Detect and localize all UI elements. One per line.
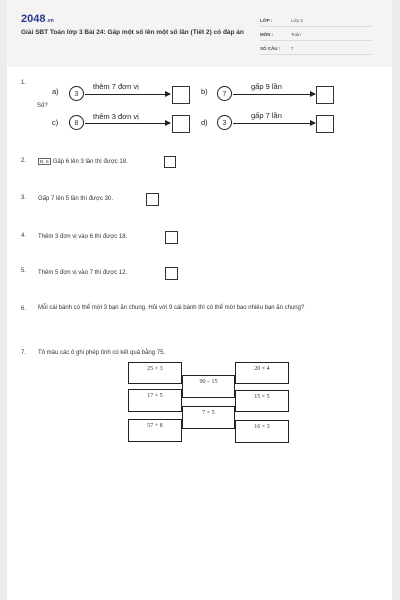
- class-label: LỚP :: [260, 18, 273, 23]
- document-page: [7, 0, 392, 600]
- question-number: 1.: [21, 80, 27, 86]
- count-value: 7: [291, 46, 294, 51]
- meta-divider: [260, 40, 372, 41]
- question-text: Gấp 7 lên 5 lần thì được 30.: [38, 196, 113, 202]
- arrow-icon: [85, 123, 170, 124]
- start-number-circle: 8: [69, 115, 84, 130]
- calculation-cell[interactable]: 16 × 3: [235, 420, 289, 443]
- start-number-circle: 3: [217, 115, 232, 130]
- meta-divider: [260, 26, 372, 27]
- operation-label: thêm 7 đơn vị: [93, 82, 139, 91]
- q1d-label: d): [201, 118, 208, 127]
- answer-box[interactable]: [172, 115, 190, 133]
- q1a-label: a): [52, 87, 59, 96]
- question-number: 7.: [21, 350, 27, 356]
- start-number-circle: 7: [217, 86, 232, 101]
- question-text: Đ, S Gấp 6 lên 3 lần thì được 18.: [40, 159, 128, 166]
- question-text: Thêm 5 đơn vị vào 7 thì được 12.: [38, 270, 128, 276]
- question-number: 2.: [21, 158, 27, 164]
- answer-box[interactable]: [164, 156, 176, 168]
- arrow-icon: [233, 123, 315, 124]
- page-header: [7, 0, 392, 67]
- answer-box[interactable]: [165, 267, 178, 280]
- calculation-cell[interactable]: 15 × 5: [235, 390, 289, 412]
- operation-label: thêm 3 đơn vị: [93, 112, 139, 121]
- answer-box[interactable]: [165, 231, 178, 244]
- calculation-cell[interactable]: 57 + 8: [128, 419, 182, 442]
- subject-label: MÔN :: [260, 32, 274, 37]
- operation-label: gấp 7 lần: [251, 111, 282, 120]
- question-number: 5.: [21, 268, 27, 274]
- calculation-cell[interactable]: 25 × 3: [128, 362, 182, 384]
- class-value: Lớp 3: [291, 18, 303, 23]
- count-label: SỐ CÂU :: [260, 46, 281, 51]
- answer-box[interactable]: [172, 86, 190, 104]
- start-number-circle: 3: [69, 86, 84, 101]
- question-text: Thêm 3 đơn vị vào 6 thì được 18.: [38, 234, 128, 240]
- operation-label: gấp 9 lần: [251, 82, 282, 91]
- q1-prompt: Số?: [37, 103, 48, 109]
- question-text: Tô màu các ô ghi phép tính có kết quả bằng 75.: [38, 350, 166, 356]
- arrow-icon: [233, 94, 315, 95]
- subject-value: Toán: [291, 32, 301, 37]
- calculation-cell[interactable]: 17 × 5: [128, 389, 182, 412]
- calculation-cell[interactable]: 20 × 4: [235, 362, 289, 384]
- answer-box[interactable]: [316, 86, 334, 104]
- meta-divider: [260, 54, 372, 55]
- calculation-cell[interactable]: 7 × 5: [182, 406, 235, 429]
- true-false-tag: Đ, S: [40, 159, 49, 164]
- question-number: 6.: [21, 306, 27, 312]
- question-number: 3.: [21, 195, 27, 201]
- site-logo[interactable]: 2048.vn: [21, 13, 54, 25]
- question-number: 4.: [21, 233, 27, 239]
- answer-box[interactable]: [146, 193, 159, 206]
- question-text: Mỗi cái bánh có thể mời 3 bạn ăn chung. Hỏi với 9 cái bánh thì có thể mời bao nhiêu bạn ăn chung?: [38, 305, 305, 311]
- q1c-label: c): [52, 118, 59, 127]
- page-title: Giải SBT Toán lớp 3 Bài 24: Gấp một số lên một số lần (Tiết 2) có đáp án: [21, 29, 244, 36]
- calculation-cell[interactable]: 90 – 15: [182, 375, 235, 398]
- answer-box[interactable]: [316, 115, 334, 133]
- q1b-label: b): [201, 87, 208, 96]
- arrow-icon: [85, 94, 170, 95]
